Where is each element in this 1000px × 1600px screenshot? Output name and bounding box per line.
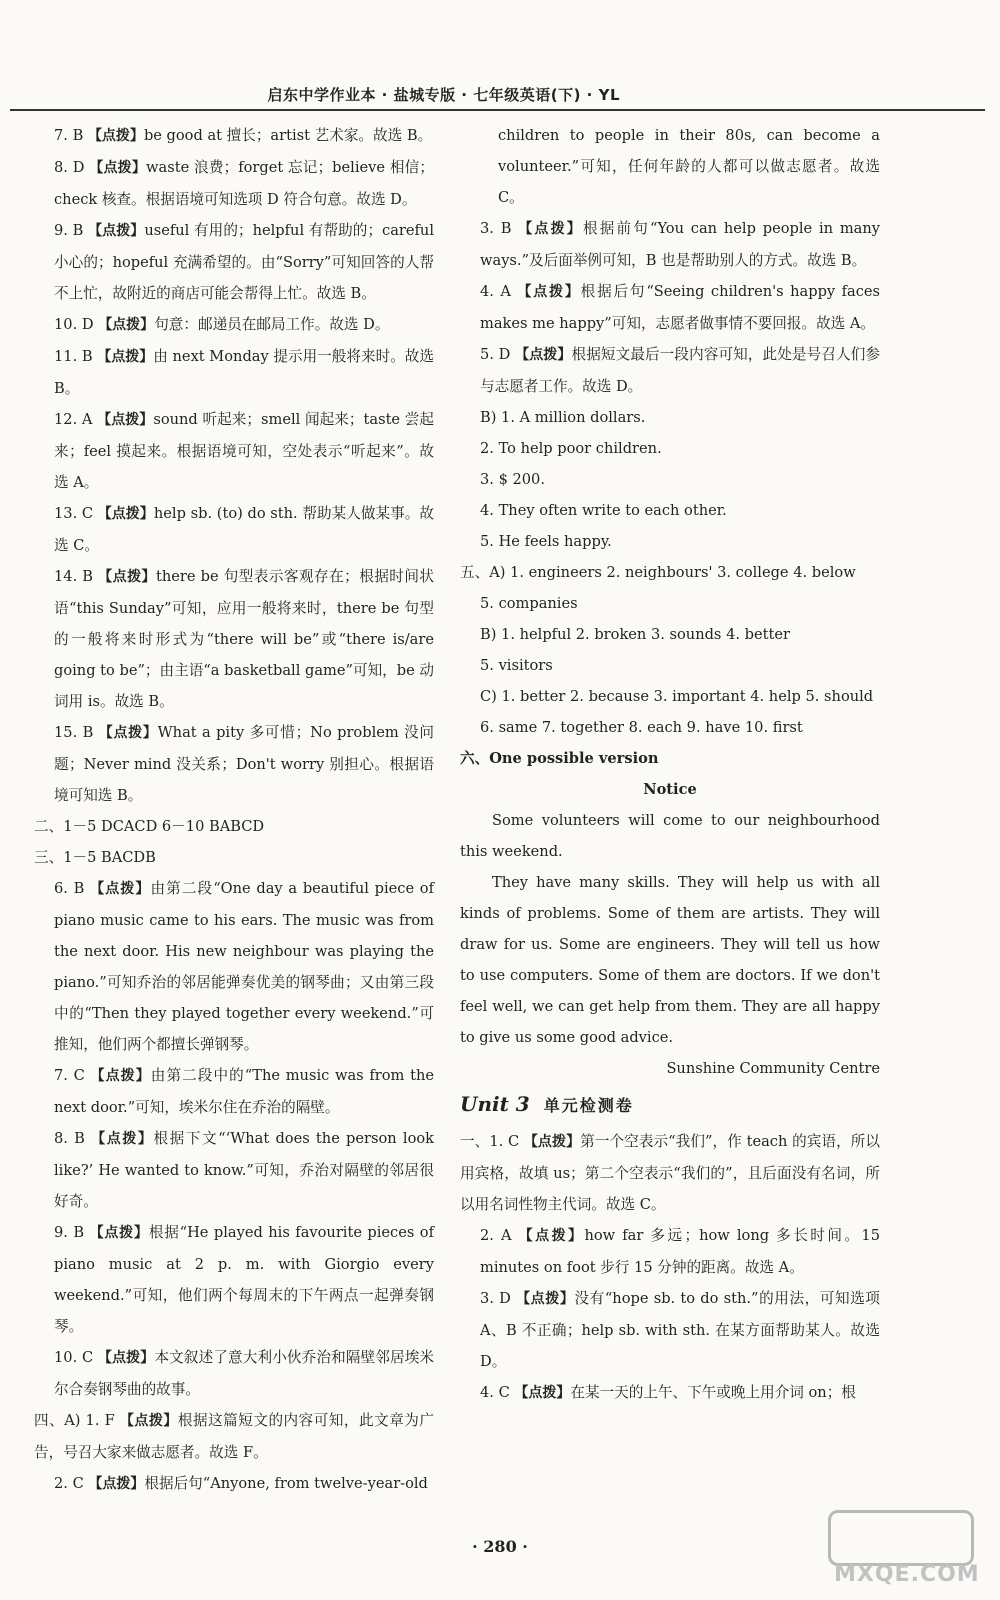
watermark-text: MXQE.COM: [834, 1562, 980, 1587]
answer-line: 3. $ 200.: [480, 471, 545, 488]
answer-item: 9. B 【点拨】根据“He played his favourite pieces of piano music at 2 p. m. with Giorgio every weekend.”可知，他们两个每周末的下午两点一起弹奏钢琴。: [54, 1224, 434, 1335]
answer-continuation: children to people in their 80s, can become a volunteer.”可知，任何年龄的人都可以做志愿者。故选 C。: [498, 127, 880, 206]
right-column: [460, 120, 880, 1409]
answer-item: 12. A 【点拨】sound 听起来；smell 闻起来；taste 尝起来；feel 摸起来。根据语境可知，空处表示“听起来”。故选 A。: [54, 411, 435, 491]
answer-line: B) 1. A million dollars.: [480, 409, 646, 426]
answer-item: 11. B 【点拨】由 next Monday 提示用一般将来时。故选 B。: [54, 348, 435, 397]
answer-item: 14. B 【点拨】there be 句型表示客观存在；根据时间状语“this Sunday”可知，应用一般将来时，there be 句型的一般将来时形式为“there will be”或“there is/are going to be”；由主语“a basketball game”可知，be 动词用 is。故选 B。: [54, 568, 435, 710]
notice-signature: Sunshine Community Centre: [666, 1060, 880, 1077]
answer-item: 7. B 【点拨】be good at 擅长；artist 艺术家。故选 B。: [54, 127, 433, 144]
answer-item: 3. B 【点拨】根据前句“You can help people in many ways.”及后面举例可知，B 也是帮助别人的方式。故选 B。: [480, 220, 880, 269]
answer-line: 5. visitors: [480, 657, 553, 674]
header-title: 启东中学作业本 · 盐城专版 · 七年级英语(下) · YL: [267, 86, 620, 104]
answer-item: 一、1. C 【点拨】第一个空表示“我们”，作 teach 的宾语，所以用宾格，故填 us；第二个空表示“我们的”，且后面没有名词，所以用名词性物主代词。故选 C。: [460, 1133, 881, 1213]
answer-item: 8. B 【点拨】根据下文“‘What does the person look like?’ He wanted to know.”可知，乔治对隔壁的邻居很好奇。: [54, 1130, 434, 1210]
answer-item: 8. D 【点拨】waste 浪费；forget 忘记；believe 相信；check 核查。根据语境可知选项 D 符合句意。故选 D。: [54, 159, 434, 208]
answer-item: 3. D 【点拨】没有“hope sb. to do sth.”的用法，可知选项 A、B 不正确；help sb. with sth. 在某方面帮助某人。故选 D。: [480, 1290, 880, 1370]
notice-title: Notice: [643, 781, 697, 798]
section-2-answers: 二、1－5 DCACD 6－10 BABCD: [34, 818, 265, 835]
answer-item: 4. C 【点拨】在某一天的上午、下午或晚上用介词 on；根: [480, 1384, 856, 1401]
answer-item: 10. C 【点拨】本文叙述了意大利小伙乔治和隔壁邻居埃米尔合奏钢琴曲的故事。: [54, 1349, 435, 1398]
answer-line: 5. companies: [480, 595, 578, 612]
answer-item: 13. C 【点拨】help sb. (to) do sth. 帮助某人做某事。故选 C。: [54, 505, 434, 554]
answer-line: 6. same 7. together 8. each 9. have 10. first: [480, 719, 803, 736]
answer-item: 2. C 【点拨】根据后句“Anyone, from twelve-year-old: [54, 1475, 428, 1492]
section-5c-answers: C) 1. better 2. because 3. important 4. help 5. should: [480, 688, 874, 705]
answer-item: 2. A 【点拨】how far 多远；how long 多长时间。15 minutes on foot 步行 15 分钟的距离。故选 A。: [480, 1227, 880, 1276]
section-3-answers: 三、1－5 BACDB: [34, 849, 156, 866]
section-5b-answers: B) 1. helpful 2. broken 3. sounds 4. better: [480, 626, 790, 643]
answer-line: 5. He feels happy.: [480, 533, 612, 550]
section-6-heading: 六、One possible version: [460, 750, 659, 767]
left-column: [34, 120, 434, 1500]
answer-item: 10. D 【点拨】句意：邮递员在邮局工作。故选 D。: [54, 316, 390, 333]
section-5a-answers: 五、A) 1. engineers 2. neighbours' 3. college 4. below: [460, 564, 856, 581]
page-number: · 280 ·: [472, 1537, 528, 1556]
answer-item: 9. B 【点拨】useful 有用的；helpful 有帮助的；careful 小心的；hopeful 充满希望的。由“Sorry”可知回答的人帮不上忙，故附近的商店可能会帮得上忙。故选 B。: [54, 222, 434, 302]
answer-line: 2. To help poor children.: [480, 440, 662, 457]
page-header: [10, 84, 985, 111]
answer-item: 5. D 【点拨】根据短文最后一段内容可知，此处是号召人们参与志愿者工作。故选 D。: [480, 346, 880, 395]
notice-paragraph: They have many skills. They will help us with all kinds of problems. Some of them are artists. They will draw for us. Some are engineers. They will tell us how to use computers. Some of them are doctors. If we don't feel well, we can get help from them. They are all happy to give us some good advice.: [460, 874, 880, 1046]
answer-item: 6. B 【点拨】由第二段“One day a beautiful piece of piano music came to his ears. The music was from the next door. His new neighbour was playing the piano.”可知乔治的邻居能弹奏优美的钢琴曲；又由第三段中的“Then they played together every weekend.”可推知，他们两个都擅长弹钢琴。: [54, 880, 434, 1053]
watermark-badge-icon: [828, 1510, 974, 1566]
answer-item: 7. C 【点拨】由第二段中的“The music was from the next door.”可知，埃米尔住在乔治的隔壁。: [54, 1067, 434, 1116]
answer-item: 四、A) 1. F 【点拨】根据这篇短文的内容可知，此文章为广告，号召大家来做志愿者。故选 F。: [34, 1412, 434, 1461]
answer-item: 15. B 【点拨】What a pity 多可惜；No problem 没问题；Never mind 没关系；Don't worry 别担心。根据语境可知选 B。: [54, 724, 435, 804]
notice-paragraph: Some volunteers will come to our neighbourhood this weekend.: [460, 812, 880, 860]
unit-heading: Unit 3 单元检测卷: [460, 1092, 634, 1116]
answer-line: 4. They often write to each other.: [480, 502, 727, 519]
answer-item: 4. A 【点拨】根据后句“Seeing children's happy faces makes me happy”可知，志愿者做事情不要回报。故选 A。: [480, 283, 881, 332]
watermark-logo: [828, 1510, 978, 1590]
